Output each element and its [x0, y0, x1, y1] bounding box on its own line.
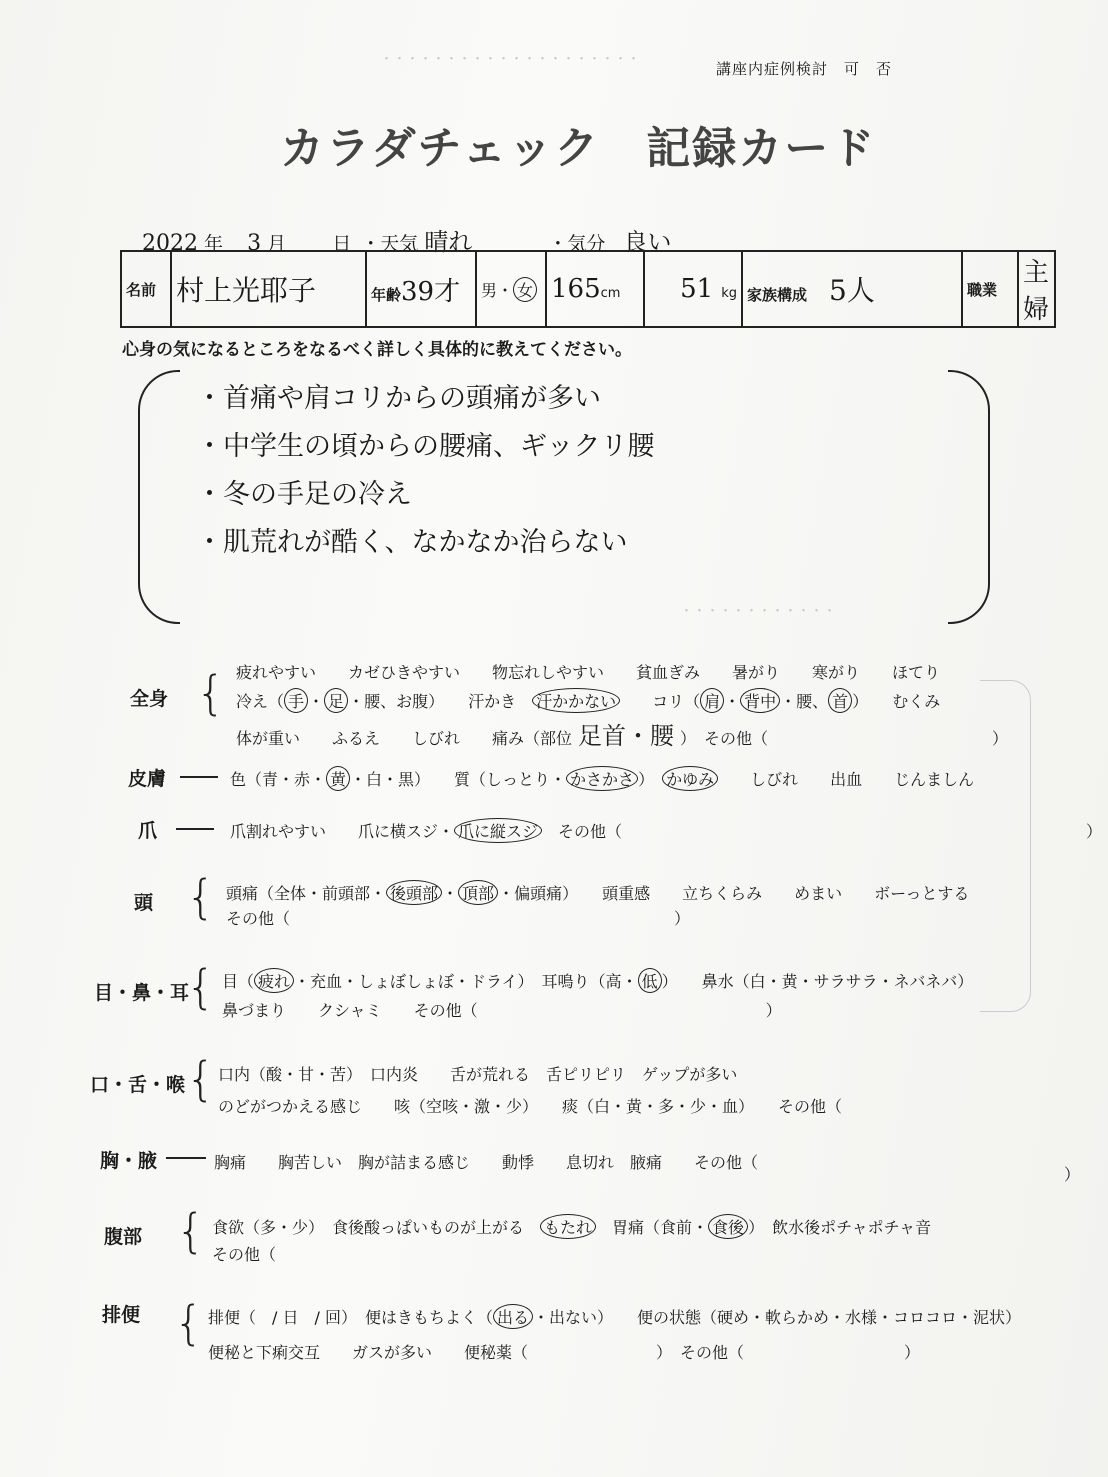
concern-item[interactable]: ・肌荒れが酷く、なかなか治らない [196, 527, 628, 558]
circled-tate[interactable]: 爪に縦スジ [454, 818, 542, 843]
concern-item[interactable]: ・首痛や肩コリからの頭痛が多い [196, 383, 601, 414]
section-label-atama: 頭 [134, 892, 154, 914]
me-line-2[interactable]: 鼻づまり クシャミ その他（ ） [222, 1001, 782, 1020]
text: 爪割れやすい 爪に横スジ・ [230, 822, 455, 841]
circled-asekakanai[interactable]: 汗かかない [532, 688, 620, 713]
text: 体が重い ふるえ しびれ 痛み（部位 [236, 729, 573, 748]
haiben-line-1[interactable] [208, 1304, 1021, 1329]
concern-item[interactable]: ・中学生の頃からの腰痛、ギックリ腰 [196, 431, 655, 462]
circled-deru[interactable]: 出る [493, 1304, 533, 1329]
tsume-line[interactable] [230, 818, 1102, 843]
text: 胃痛（食前・ [596, 1218, 709, 1237]
circled-ashi[interactable]: 足 [324, 688, 348, 713]
text: ・偏頭痛） 頭重感 立ちくらみ めまい ボーっとする [498, 884, 970, 903]
text: ・腰、お腹） 汗かき [348, 692, 533, 711]
section-label-mune: 胸・腋 [100, 1150, 158, 1172]
patient-info-table [120, 250, 1056, 328]
circled-tei[interactable]: 低 [638, 968, 662, 993]
circled-kayumi[interactable]: かゆみ [662, 766, 718, 791]
fukubu-line-1[interactable] [212, 1214, 931, 1239]
zenshin-line-3[interactable] [236, 716, 1008, 751]
month-value[interactable]: 3 [247, 231, 262, 256]
height-value[interactable]: 165 [551, 274, 601, 304]
dash [180, 776, 218, 778]
text: ） 飲水後ポチャポチャ音 [748, 1218, 932, 1237]
section-label-tsume: 爪 [138, 820, 158, 842]
text: ） 鼻水（白・黄・サラサラ・ネバネバ） [661, 972, 974, 991]
mune-close-paren: ） [1064, 1165, 1081, 1184]
text: ・腰、 [780, 692, 829, 711]
me-line-1[interactable] [222, 968, 973, 993]
mood-label: ・気分 [548, 233, 606, 255]
height-unit: cm [600, 286, 621, 301]
section-label-zenshin: 全身 [130, 688, 169, 710]
job-label: 職業 [967, 280, 998, 299]
brace: { [196, 666, 226, 720]
dash [176, 828, 214, 830]
sex-options[interactable]: 男・ 女 [481, 281, 537, 300]
atama-line-1[interactable] [226, 880, 969, 905]
circled-motare[interactable]: もたれ [540, 1214, 596, 1239]
circled-kata[interactable]: 肩 [700, 688, 724, 713]
concerns-bracket-left [138, 370, 180, 624]
zenshin-line-1[interactable]: 疲れやすい カゼひきやすい 物忘れしやすい 貧血ぎみ 暑がり 寒がり ほてり [236, 663, 941, 682]
brace: { [174, 1296, 204, 1350]
weather-value[interactable]: 晴れ [424, 228, 473, 256]
year-unit: 年 [204, 233, 224, 255]
text: ） むくみ [852, 692, 941, 711]
text: 食欲（多・少） 食後酸っぱいものが上がる [212, 1218, 541, 1237]
page-title: カラダチェック 記録カード [280, 123, 877, 174]
text: ） その他（ ） [680, 729, 1009, 748]
text: 色（青・赤・ [230, 770, 327, 789]
kuchi-line-1[interactable]: 口内（酸・甘・苦） 口内炎 舌が荒れる 舌ピリピリ ゲップが多い [218, 1065, 738, 1084]
concerns-prompt: 心身の気になるところをなるべく詳しく具体的に教えてください。 [122, 340, 632, 360]
mood-value[interactable]: 良い [623, 228, 672, 256]
text: 目（ [222, 972, 255, 991]
text: 頭痛（全体・前頭部・ [226, 884, 387, 903]
month-unit: 月 [267, 233, 287, 255]
bleed-through-text: ・・・・・・・・・・・・・・・・・・・・ [380, 52, 641, 67]
text: ・ [308, 692, 325, 711]
text: ） [638, 770, 663, 789]
brace: { [186, 1052, 216, 1106]
text: ・充血・しょぼしょぼ・ドライ） 耳鳴り（高・ [294, 972, 638, 991]
circled-ki[interactable]: 黄 [326, 766, 350, 791]
text: しびれ 出血 じんましん [718, 770, 975, 789]
haiben-line-2[interactable]: 便秘と下痢交互 ガスが多い 便秘薬（ ） その他（ ） [208, 1343, 921, 1362]
weight-unit: kg [721, 286, 737, 301]
job-value[interactable]: 主婦 [1023, 258, 1050, 325]
dash [166, 1157, 206, 1159]
hifu-line[interactable] [230, 766, 974, 791]
concern-item[interactable]: ・冬の手足の冷え [196, 479, 412, 510]
circled-kubi[interactable]: 首 [828, 688, 852, 713]
pain-site-value[interactable]: 足首・腰 [578, 722, 675, 750]
year-value[interactable]: 2022 [142, 231, 198, 256]
brace: { [176, 1204, 206, 1258]
circled-kotoubu[interactable]: 後頭部 [386, 880, 442, 905]
atama-line-2[interactable]: その他（ ） [226, 909, 691, 928]
section-label-hifu: 皮膚 [128, 768, 167, 790]
text: 冷え（ [236, 692, 285, 711]
name-value[interactable]: 村上光耶子 [176, 274, 317, 307]
case-review-note: 講座内症例検討 可 否 [716, 60, 893, 78]
text: ・ [724, 692, 741, 711]
section-label-kuchi: 口・舌・喉 [90, 1074, 186, 1096]
circled-senaka[interactable]: 背中 [740, 688, 780, 713]
section-label-haiben: 排便 [102, 1304, 141, 1326]
weight-value[interactable]: 51 [680, 274, 714, 304]
concerns-bracket-right [948, 370, 990, 624]
text: ・ [442, 884, 459, 903]
text: ・出ない） 便の状態（硬め・軟らかめ・水様・コロコロ・泥状） [532, 1308, 1021, 1327]
text: ・白・黒） 質（しっとり・ [350, 770, 567, 789]
brace: { [186, 870, 216, 924]
fukubu-line-2[interactable]: その他（ [212, 1245, 277, 1264]
zenshin-line-2[interactable] [236, 688, 940, 713]
weather-label: ・天気 [361, 233, 419, 255]
text: その他（ ） [542, 822, 1103, 841]
brace: { [186, 960, 216, 1014]
circled-choubu[interactable]: 頂部 [458, 880, 498, 905]
circled-shokugo[interactable]: 食後 [708, 1214, 748, 1239]
text: 排便（ / 日 / 回） 便はきもちよく（ [208, 1308, 493, 1327]
bleed-through-text: ・・・・・・・・・・・・ [680, 604, 837, 619]
section-label-me: 目・鼻・耳 [94, 982, 190, 1004]
age-value[interactable]: 39才 [401, 276, 461, 307]
kuchi-line-2[interactable]: のどがつかえる感じ 咳（空咳・激・少） 痰（白・黄・多・少・血） その他（ [218, 1097, 843, 1116]
section-label-fukubu: 腹部 [104, 1226, 143, 1248]
mune-line[interactable]: 胸痛 胸苦しい 胸が詰まる感じ 動悸 息切れ 腋痛 その他（ [214, 1153, 759, 1172]
age-label: 年齢 [371, 285, 402, 304]
name-label: 名前 [126, 280, 157, 299]
circled-tsukare[interactable]: 疲れ [254, 968, 294, 993]
circled-te[interactable]: 手 [284, 688, 308, 713]
circled-kasakasa[interactable]: かさかさ [566, 766, 638, 791]
text: コリ（ [620, 692, 701, 711]
family-label: 家族構成 [747, 286, 808, 304]
day-unit: 日 [332, 233, 352, 255]
family-value[interactable]: 5人 [829, 274, 875, 307]
